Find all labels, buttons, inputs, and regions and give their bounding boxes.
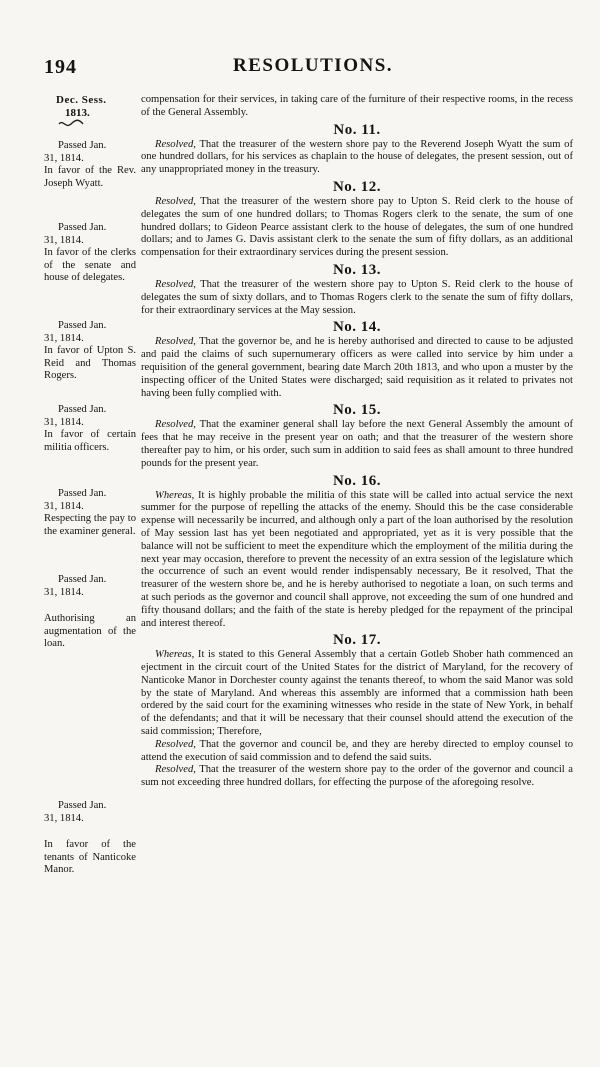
session-label: Dec. Sess. — [56, 94, 107, 106]
resolution-no-12 — [141, 179, 573, 260]
margin-note-no-12 — [44, 222, 136, 285]
resolution-paragraph: Whereas, It is stated to this General Assembly that a certain Gotleb Shober hath commenced an ejectment in the circuit court of the United States for the district of Maryland, for the recovery of Nanticoke Manor in Dorchester county against the tenants thereof, to whom the said Manor was sold by the state of Maryland. And whereas this assembly are informed that a commission hath been ordered by the said court for the examining witnesses who reside in the state of New York, in behalf of the defendants; and that it will be necessary that their counsel should attend the execution of the said commission; Therefore, — [141, 649, 573, 738]
margin-note-no-15 — [44, 488, 136, 538]
margin-subject: In favor of certain militia officers. — [44, 429, 136, 453]
resolution-paragraph: Resolved, That the treasurer of the western shore pay to Upton S. Reid clerk to the house of delegates the sum of one hundred dollars; to Thomas Rogers clerk to the senate, the sum of one hundred dollars; to Gideon Pearce assistant clerk to the house of delegates, the sum of one hundred dollars; and to James G. Davis assistant clerk to the senate the sum of fifty dollars, as an additional compensation for their extraordinary services during the present session. — [141, 195, 573, 259]
passed-date: 31, 1814. — [44, 416, 84, 428]
passed-date: 31, 1814. — [44, 586, 84, 598]
page-number: 194 — [44, 56, 77, 78]
passed-label: Passed Jan. — [58, 140, 107, 151]
passed-label: Passed Jan. — [58, 320, 107, 331]
resolution-paragraph: Resolved, That the governor and council be, and they are hereby directed to employ counsel to attend the execution of said commission and to defend the said suits. — [141, 738, 573, 763]
resolution-no-16 — [141, 473, 573, 631]
passed-label: Passed Jan. — [58, 488, 107, 499]
resolution-paragraph: Resolved, That the governor be, and he is hereby authorised and directed to cause to be adjusted and paid the claims of such supernumerary officers as were called into service by him under a requisition of the general government, bearing date March 20th 1813, and who upon a muster by the inspecting officer of the United States were discharged; said requisition as it related to privates not having been fully complied with. — [141, 336, 573, 399]
resolution-heading: No. 17. — [332, 632, 382, 649]
resolution-heading: No. 12. — [332, 178, 382, 195]
passed-date: 31, 1814. — [44, 234, 84, 246]
passed-label: Passed Jan. — [58, 574, 107, 585]
resolution-no-13 — [141, 262, 573, 317]
resolution-heading: No. 11. — [333, 121, 381, 138]
margin-subject: In favor of the clerks of the senate and house of delegates. — [44, 247, 136, 283]
margin-note-no-13 — [44, 320, 136, 383]
margin-subject: In favor of Upton S. Reid and Thomas Rogers. — [44, 345, 136, 381]
decorative-swash-icon — [44, 119, 136, 131]
resolution-heading: No. 16. — [332, 472, 382, 489]
passed-date: 31, 1814. — [44, 812, 84, 824]
margin-subject: Authorising an augmentation of the loan. — [44, 613, 136, 649]
resolution-no-15 — [141, 402, 573, 470]
margin-subject: Respecting the pay to the examiner general. — [44, 513, 136, 537]
running-title: RESOLUTIONS. — [233, 55, 394, 76]
passed-date: 31, 1814. — [44, 332, 84, 344]
margin-subject: In favor of the tenants of Nanticoke Manor. — [44, 839, 136, 875]
margin-note-no-14 — [44, 404, 136, 454]
resolution-heading: No. 15. — [332, 402, 382, 419]
resolution-heading: No. 13. — [332, 261, 382, 278]
resolution-paragraph: Whereas, It is highly probable the militia of this state will be called into actual service the next summer for the purpose of repelling the attacks of the enemy. Should this be the case considerable expense will necessarily be incurred, and although only a part of the loan authorised by the resolution of May session last has yet been negotiated and appropriated, yet as it is very possible that the balance will not be sufficient to meet the expenditure which the employment of the militia during the next year may occasion, therefore to prevent the necessity of an extra session of the legislature which the occurrence of such an event would render indispensably necessary, Be it resolved, That the treasurer of the western shore be, and he is hereby authorised to negotiate a loan, on such terms and at such periods as the governor and council shall approve, not exceeding the sum of one hundred and fifty thousand dollars; and the faith of the state is hereby pledged for the repayment of the principal and interest thereof. — [141, 489, 573, 629]
session-year: 1813. — [65, 106, 90, 119]
resolution-heading: No. 14. — [332, 319, 382, 336]
resolution-paragraph: Resolved, That the examiner general shall lay before the next General Assembly the amount of fees that he may receive in the present year on oath; and that the treasurer of the western shore thereafter pay to him, or his order, such sum in addition to said fees as shall amount to three hundred pounds for the present year. — [141, 419, 573, 469]
passed-date: 31, 1814. — [44, 500, 84, 512]
page-header — [0, 0, 600, 92]
margin-note-no-16 — [44, 574, 136, 651]
margin-note-no-11 — [44, 140, 136, 190]
main-text — [141, 94, 573, 790]
resolution-paragraph: Resolved, That the treasurer of the western shore pay to the order of the governor and council a sum not exceeding three hundred dollars, for effecting the purpose of the aforegoing resolve. — [141, 764, 573, 789]
passed-date: 31, 1814. — [44, 152, 84, 164]
continued-text: compensation for their services, in taking care of the furniture of their respective rooms, in the recess of the General Assembly. — [141, 94, 573, 118]
margin-subject: In favor of the Rev. Joseph Wyatt. — [44, 165, 136, 189]
resolution-paragraph: Resolved, That the treasurer of the western shore pay to Upton S. Reid clerk to the house of delegates the sum of sixty dollars, and to Thomas Rogers clerk to the senate the sum of fifty dollars, for their extraordinary services at the May session. — [141, 278, 573, 316]
resolution-paragraph: Resolved, That the treasurer of the western shore pay to the Reverend Joseph Wyatt the sum of one hundred dollars, for his services as chaplain to the house of delegates, the present session, out of any unappropriated money in the treasury. — [141, 138, 573, 176]
resolution-no-11 — [141, 122, 573, 177]
resolution-no-14 — [141, 319, 573, 400]
passed-label: Passed Jan. — [58, 404, 107, 415]
resolution-no-17 — [141, 632, 573, 790]
passed-label: Passed Jan. — [58, 800, 107, 811]
margin-notes — [44, 94, 136, 875]
margin-note-no-17 — [44, 800, 136, 877]
passed-label: Passed Jan. — [58, 222, 107, 233]
